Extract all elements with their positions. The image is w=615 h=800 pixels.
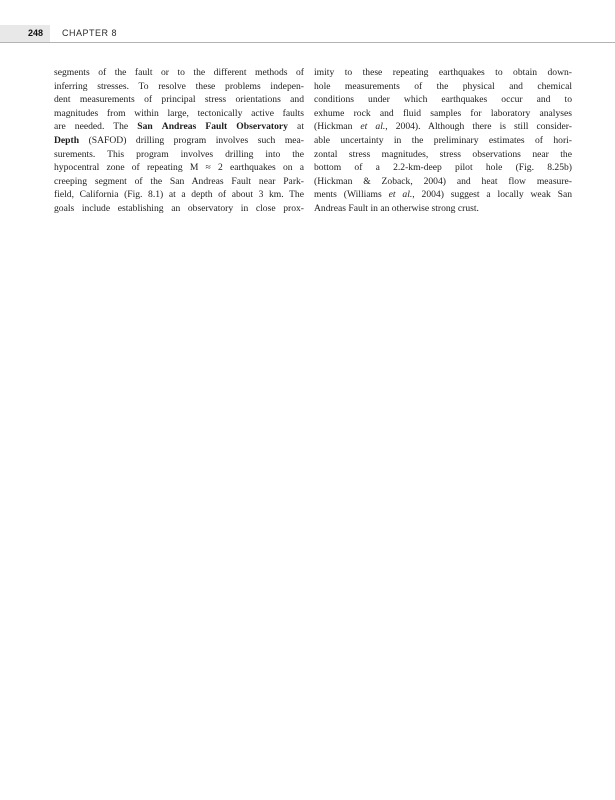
text-line: (Hickman et al., 2004). Although there is still consider- bbox=[314, 121, 572, 133]
text-line: creeping segment of the San Andreas Fault near Park- bbox=[54, 175, 304, 187]
text-line: exhume rock and fluid samples for laboratory analyses bbox=[314, 107, 572, 119]
header-rule bbox=[0, 42, 615, 43]
text-line: goals include establishing an observatory in close prox- bbox=[54, 202, 304, 214]
text-line: field, California (Fig. 8.1) at a depth of about 3 km. The bbox=[54, 189, 304, 201]
page-number: 248 bbox=[27, 28, 43, 38]
text-line: (Hickman & Zoback, 2004) and heat flow measure- bbox=[314, 175, 572, 187]
text-line: hypocentral zone of repeating M ≈ 2 earthquakes on a bbox=[54, 162, 304, 174]
text-line: bottom of a 2.2-km-deep pilot hole (Fig. 8.25b) bbox=[314, 162, 572, 174]
text-line: dent measurements of principal stress orientations and bbox=[54, 94, 304, 106]
text-line: magnitudes from within large, tectonically active faults bbox=[54, 107, 304, 119]
text-line: segments of the fault or to the different methods of bbox=[54, 67, 304, 78]
text-line: zontal stress magnitudes, stress observations near the bbox=[314, 148, 572, 160]
left-column bbox=[54, 66, 304, 216]
text-line: hole measurements of the physical and chemical bbox=[314, 80, 572, 92]
text-line: conditions under which earthquakes occur and to bbox=[314, 94, 572, 106]
chapter-title: CHAPTER 8 bbox=[62, 28, 118, 38]
text-line: imity to these repeating earthquakes to obtain down- bbox=[314, 67, 572, 78]
text-line: Depth (SAFOD) drilling program involves such mea- bbox=[54, 134, 304, 146]
text-line: ments (Williams et al., 2004) suggest a locally weak San bbox=[314, 189, 573, 201]
right-column bbox=[314, 66, 572, 216]
text-line: able uncertainty in the preliminary estimates of hori- bbox=[314, 134, 572, 146]
text-line: Andreas Fault in an otherwise strong crust. bbox=[314, 202, 479, 214]
text-line: inferring stresses. To resolve these problems indepen- bbox=[54, 80, 304, 92]
text-line: are needed. The San Andreas Fault Observatory at bbox=[54, 121, 304, 133]
page-number-badge bbox=[0, 25, 50, 42]
text-line: surements. This program involves drilling into the bbox=[54, 148, 304, 160]
